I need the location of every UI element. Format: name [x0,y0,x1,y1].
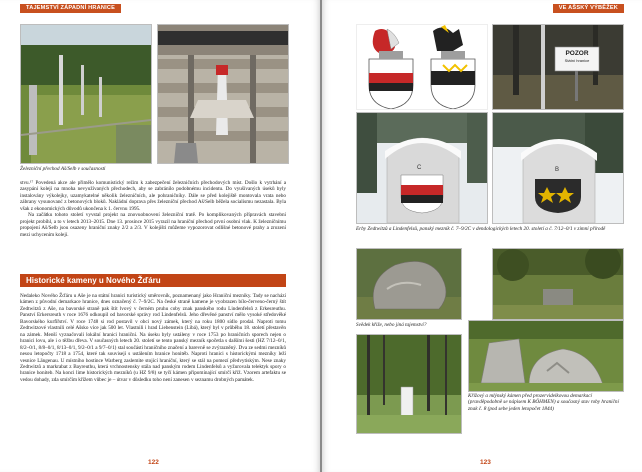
photo-rock-stone [356,248,462,320]
sign-line-2: Státní hranice [564,58,590,63]
svg-text:B: B [555,167,560,173]
photo-forest-clearing [492,248,624,320]
running-header: TAJEMSTVÍ ZÁPADNÍ HRANICE [20,4,121,13]
caption-rock: Svědek křiže, nebo jiná tajemství? [356,322,427,328]
photo-snowy-boundary-stone-zedtwitz [356,112,488,224]
photo-coats-of-arms [356,24,488,110]
photo-railway-crossing [157,24,289,164]
photo-border-fence [20,24,152,164]
section-heading: Historické kameny u Nového Žďáru [20,274,286,287]
photo-forest-boundary-post [356,334,462,434]
photo-snowy-boundary-stone-lindenfels [492,112,624,224]
caption-railway: Železniční přechod Aš/Selb v současnosti [20,166,106,172]
left-page [0,0,320,472]
svg-text:C: C [417,165,422,171]
caption-monument: Křížový a mlýnský kámen před prozervidelkovou demarkací (pravděpodobně se nápisem K BÖHMEN) a současný stav roby hraniční znak č. 8 (pod sebe jeden letopočet 1844) [468,393,619,412]
sign-line-1: POZOR [565,50,589,57]
page-number: 123 [480,459,491,466]
border-sign-text [555,47,599,71]
zedtwitz-crest-icon [369,29,413,109]
running-header: VE AŠSKÝ VÝBĚŽEK [553,4,624,13]
page-number: 122 [148,459,159,466]
paragraph: Na začátku tohoto století vyvstal projekt na znovuobnovení železniční tratě. Po komplikovaných přípravách stavební projekt probíhl, a to v letech 2013–2015. Dne 13. prosince 2015 vyrazil na hraniční přechod první osobní vlak. K železničnímu propojení Aš/Selb jsou osazeny hraniční znaky 2/2 a 2/3. V kolejišti můžeme vypozorovat odlišné betonové prahy a zrození mezi uchycením kolejí. [20,212,286,238]
right-page [322,0,642,472]
caption-arms: Erby Zedtwitzů a Lindenfelsů, panský mezník č. 7–9/2C v dendologických letech 20. století a č. 7/12–0/1 v zimní přírodě [356,226,606,232]
body-text-stones [20,293,286,383]
photo-border-sign [492,24,624,110]
lindenfels-crest-icon [431,25,475,109]
paragraph: stvu.¹⁷ Povedená akce ale přimělo komunistický režim k zabezpečení železničních přechodových míst. Došlo k vytrhání a zasypání kolejí na mnoha nevyužívaných přechodech, aby se zabránilo podobnému incidentu. Do vyušívaných úseků byly instalovány výkolejky, uzamykatelné několik železničních, ale pohraničníky. Dále se před kolejiště montovala vrata nebo zábrany vysunovanć z betonových bloků. Nakládní doprava přes železniční přechod Aš/Selb běžela socialismu nezastala. Byla však z ekonomických důvodů ukončena k 1. červnu 1995. [20,180,286,212]
body-text-railway [20,180,286,238]
photo-historic-stones [468,320,624,392]
paragraph: Nedaleko Nového Žďáru u Aše je na státní hranici turistický směrovník, poznamenaný jako Hraniční mezníky. Tady se nachází kámen z původní demarkace hranice, dnes označený č. 7–9/2C. Na české straně kamene je vyobrazen bílo-červeno-černý štít Zedtwitzů z Aše, na bavorské straně pak štít lvový v černém pruhu coby znak panského rodu Lindenfelsů z Erkesreuthu. Panství Erkersreuth v roce 1676 odkoupil od bavorské správy rod Lindenfelsů. Jeho dřevěné panství mělo vysoké středověké Bavorského kurfiřství. V roce 1748 si rod postavil v obci nový zámek, který na roku 1800 sídlo prodal. Naproti tomu Zedtwitzové vlastnili celé Ašsko více jak 500 let. Vlastnili i hrad Liebenstein (Libá), který byl v průběhu 18. století přestavěn na zámek. Menší vyznačovali lokální hranici hraniční. Na úseku byly ustáleny v roce 1753 po hraničních sporech nejen o hranici lovu, ale i o těžbu dřeva. V současných letech 20. století se tento panský mezník spočetla s dalšími šesti (HZ 7/12–0/1, 8/2–0/1, 8/8–0/1, 8/13–0/1, 9/2–0/1 a 9/7–0/1) stal součástí hraničního značení a barevně se zvýrazněný. Dva ze sedmi mezníků nesou letopočty 1718 a 1754, které tak souvisejí s ustálením hranice honitéb. Naproti hranici s historickými mezníky leží vesnice Längenau. U místního hostince Warberg zaslemite stojící hraniční, který se stál na pomezí předvytiským. Nese znaky Zedtwitzů a markrabat z Bayreuthu, která vrchnostensky stála nad panským rodem Lindenfelsů a vyžurovala telektyk spory o hranice honiteb. Na konci lime historických mezníků (u HZ 9/8) se tyčí kámen připomínající smírčí kříž. Vzorem artefaktu se vedou dohady, zda smírčím křížem vůbec je – útvar v důsledku toho není zanesen v seznamu drobných památek. [20,293,286,383]
